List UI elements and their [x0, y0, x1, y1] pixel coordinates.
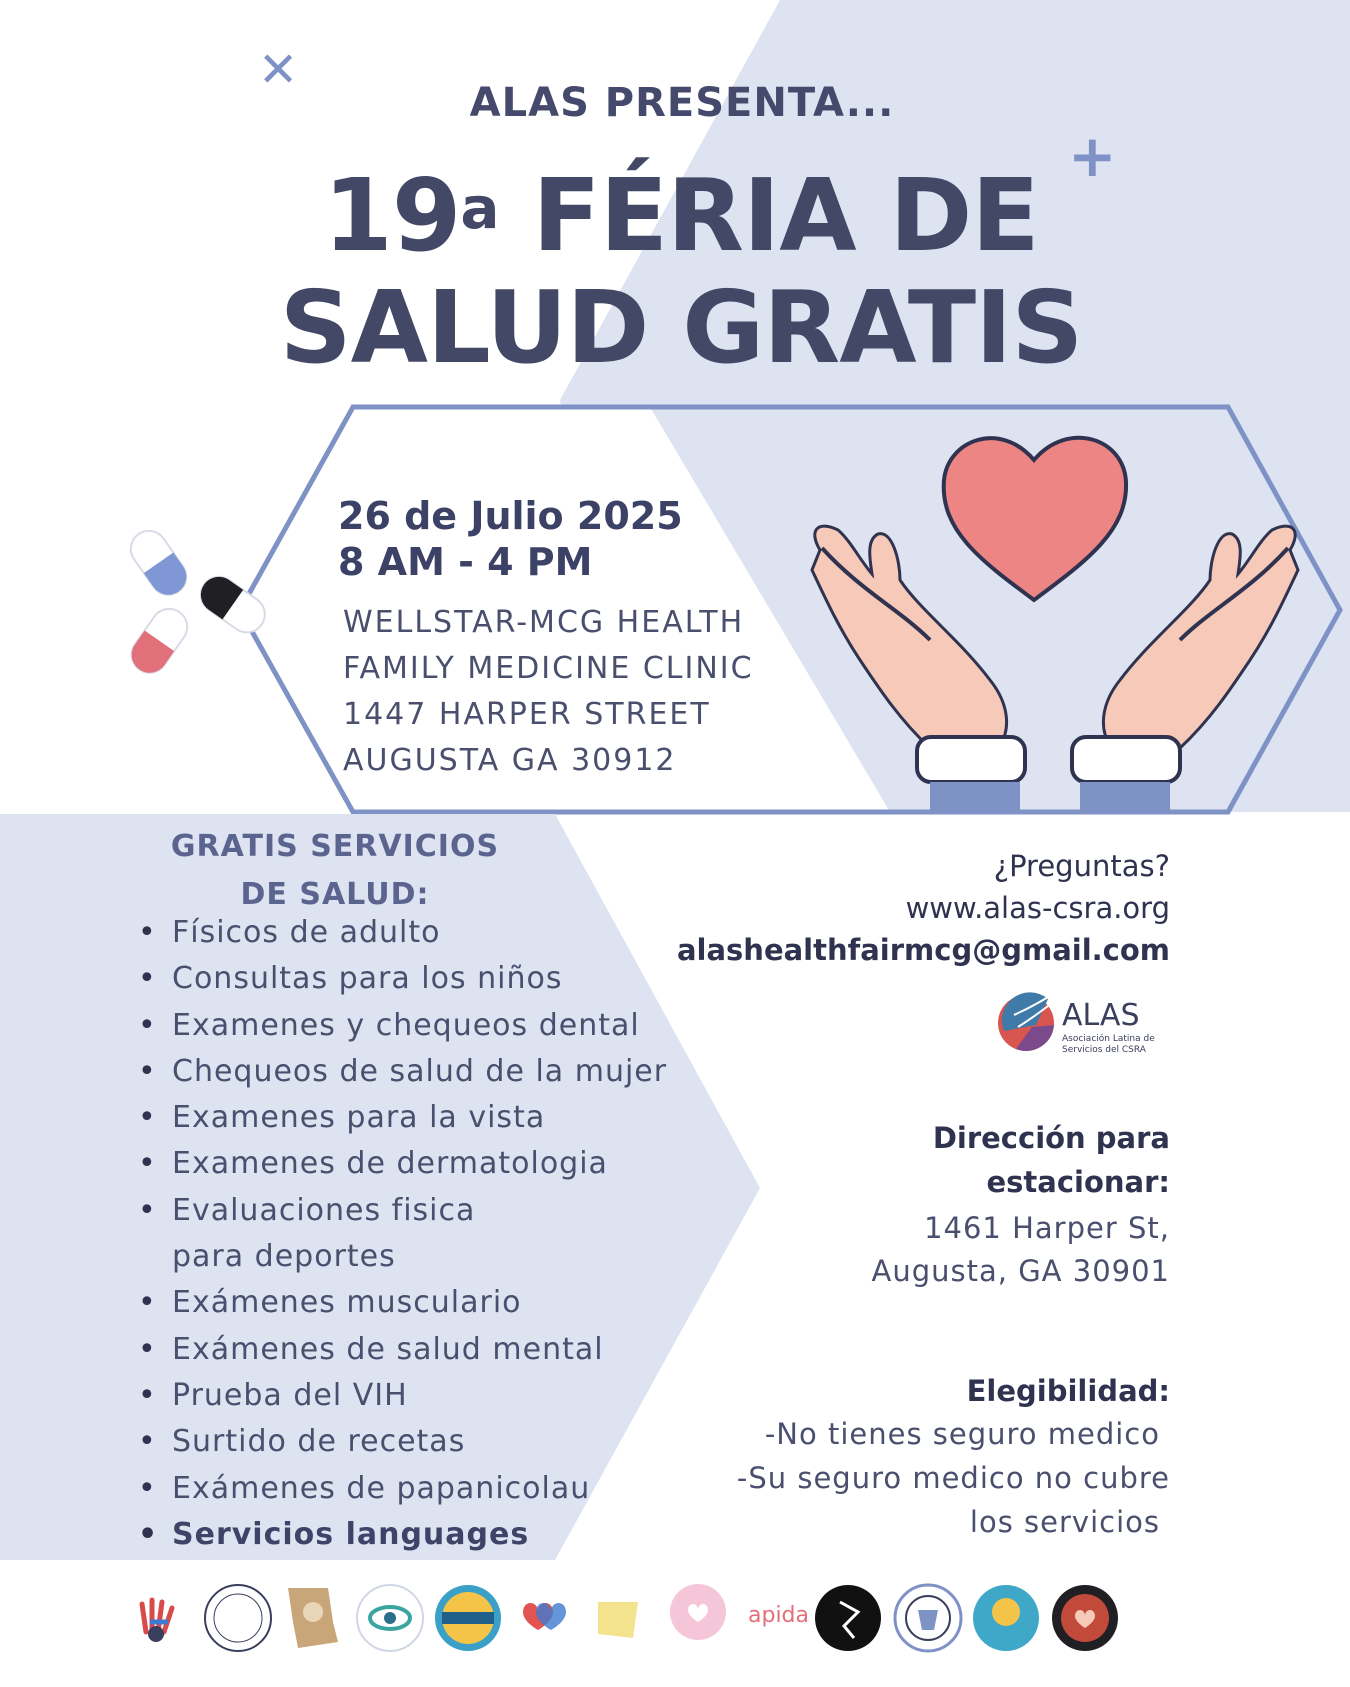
- list-item: • Examenes para la vista: [138, 1095, 698, 1141]
- parking-address-line: 1461 Harper St,: [924, 1211, 1170, 1245]
- alas-logo-tagline: Asociación Latina de: [1062, 1034, 1155, 1044]
- contact-block: [677, 845, 1170, 971]
- list-item: • Examenes de dermatologia: [138, 1141, 698, 1187]
- venue-line: 1447 HARPER STREET: [343, 697, 711, 732]
- svg-text:apida: apida: [748, 1603, 810, 1628]
- parking-heading: [933, 1116, 1170, 1204]
- list-item: • Exámenes musculario: [138, 1280, 698, 1326]
- eligibility-heading: Elegibilidad:: [966, 1374, 1170, 1408]
- list-item: • Consultas para los niños: [138, 956, 698, 1002]
- list-item: • Exámenes de papanicolau: [138, 1466, 698, 1512]
- presenta-heading: ALAS PRESENTA...: [469, 80, 895, 126]
- venue-line: AUGUSTA GA 30912: [343, 743, 677, 778]
- services-heading-line: DE SALUD:: [240, 877, 430, 912]
- womens-clinic-logo-icon: [670, 1584, 726, 1640]
- list-item: • Evaluaciones fisica para deportes: [138, 1188, 552, 1281]
- eligibility-list: [737, 1412, 1170, 1544]
- parking-heading-line: estacionar:: [986, 1165, 1170, 1199]
- hands-logo-icon: [128, 1588, 188, 1648]
- email-link[interactable]: alashealthfairmcg@gmail.com: [676, 933, 1170, 967]
- eligibility-line: -No tienes seguro medico: [764, 1417, 1160, 1451]
- services-heading: [160, 823, 510, 919]
- hal-clinic-logo-icon: [583, 1585, 649, 1651]
- parking-address-line: Augusta, GA 30901: [871, 1254, 1170, 1288]
- venue-line: WELLSTAR-MCG HEALTH: [343, 605, 745, 640]
- event-datetime: [338, 493, 683, 585]
- title-line-1: 19$^a$ FÉRIA DE: [323, 157, 1039, 274]
- musculoskeletal-clinic-logo-icon: [815, 1585, 881, 1651]
- georgia-clinic-logo-icon: [288, 1588, 338, 1648]
- list-item: • Prueba del VIH: [138, 1373, 698, 1419]
- eligibility-line: -Su seguro medico no cubre: [736, 1461, 1170, 1495]
- pills-icon: [124, 524, 272, 680]
- partner-logos-row: [128, 1582, 1178, 1654]
- druid-park-clinic-logo-icon: [205, 1585, 271, 1651]
- venue-line: FAMILY MEDICINE CLINIC: [343, 651, 754, 686]
- apida-clinic-logo-icon: [748, 1603, 809, 1628]
- alas-logo-tagline: Servicios del CSRA: [1062, 1045, 1146, 1055]
- page-title: [0, 157, 1350, 386]
- list-item: • Exámenes de salud mental: [138, 1327, 698, 1373]
- services-heading-line: GRATIS SERVICIOS: [170, 829, 500, 864]
- event-date: 26 de Julio 2025: [338, 494, 683, 538]
- list-item: • Servicios languages: [138, 1512, 698, 1558]
- clinica-latina-logo-icon: [435, 1585, 501, 1651]
- medical-college-seal-logo-icon: [895, 1585, 961, 1651]
- event-time: 8 AM - 4 PM: [338, 540, 593, 584]
- website-link[interactable]: www.alas-csra.org: [905, 891, 1170, 925]
- list-item: • Surtido de recetas: [138, 1419, 698, 1465]
- plus-decoration: +: [1068, 122, 1117, 190]
- title-line-2: SALUD GRATIS: [279, 269, 1083, 386]
- list-item: • Chequeos de salud de la mujer: [138, 1049, 698, 1095]
- contact-question: ¿Preguntas?: [993, 849, 1170, 883]
- services-list: [138, 910, 698, 1558]
- free-mental-health-clinic-logo-icon: [973, 1585, 1039, 1651]
- equality-clinic-logo-icon: [510, 1585, 576, 1651]
- close-cross-decoration: ✕: [258, 42, 299, 98]
- parking-address: [872, 1207, 1170, 1293]
- alas-logo: [996, 985, 1166, 1060]
- eligibility-line: los servicios: [969, 1505, 1160, 1539]
- list-item: • Físicos de adulto: [138, 910, 698, 956]
- heart-clinic-logo-icon: [1052, 1585, 1118, 1651]
- event-venue: [343, 600, 754, 784]
- alas-logo-name: ALAS: [1062, 998, 1140, 1033]
- eye-clinic-logo-icon: [357, 1585, 423, 1651]
- list-item: • Examenes y chequeos dental: [138, 1003, 698, 1049]
- parking-heading-line: Dirección para: [932, 1121, 1170, 1155]
